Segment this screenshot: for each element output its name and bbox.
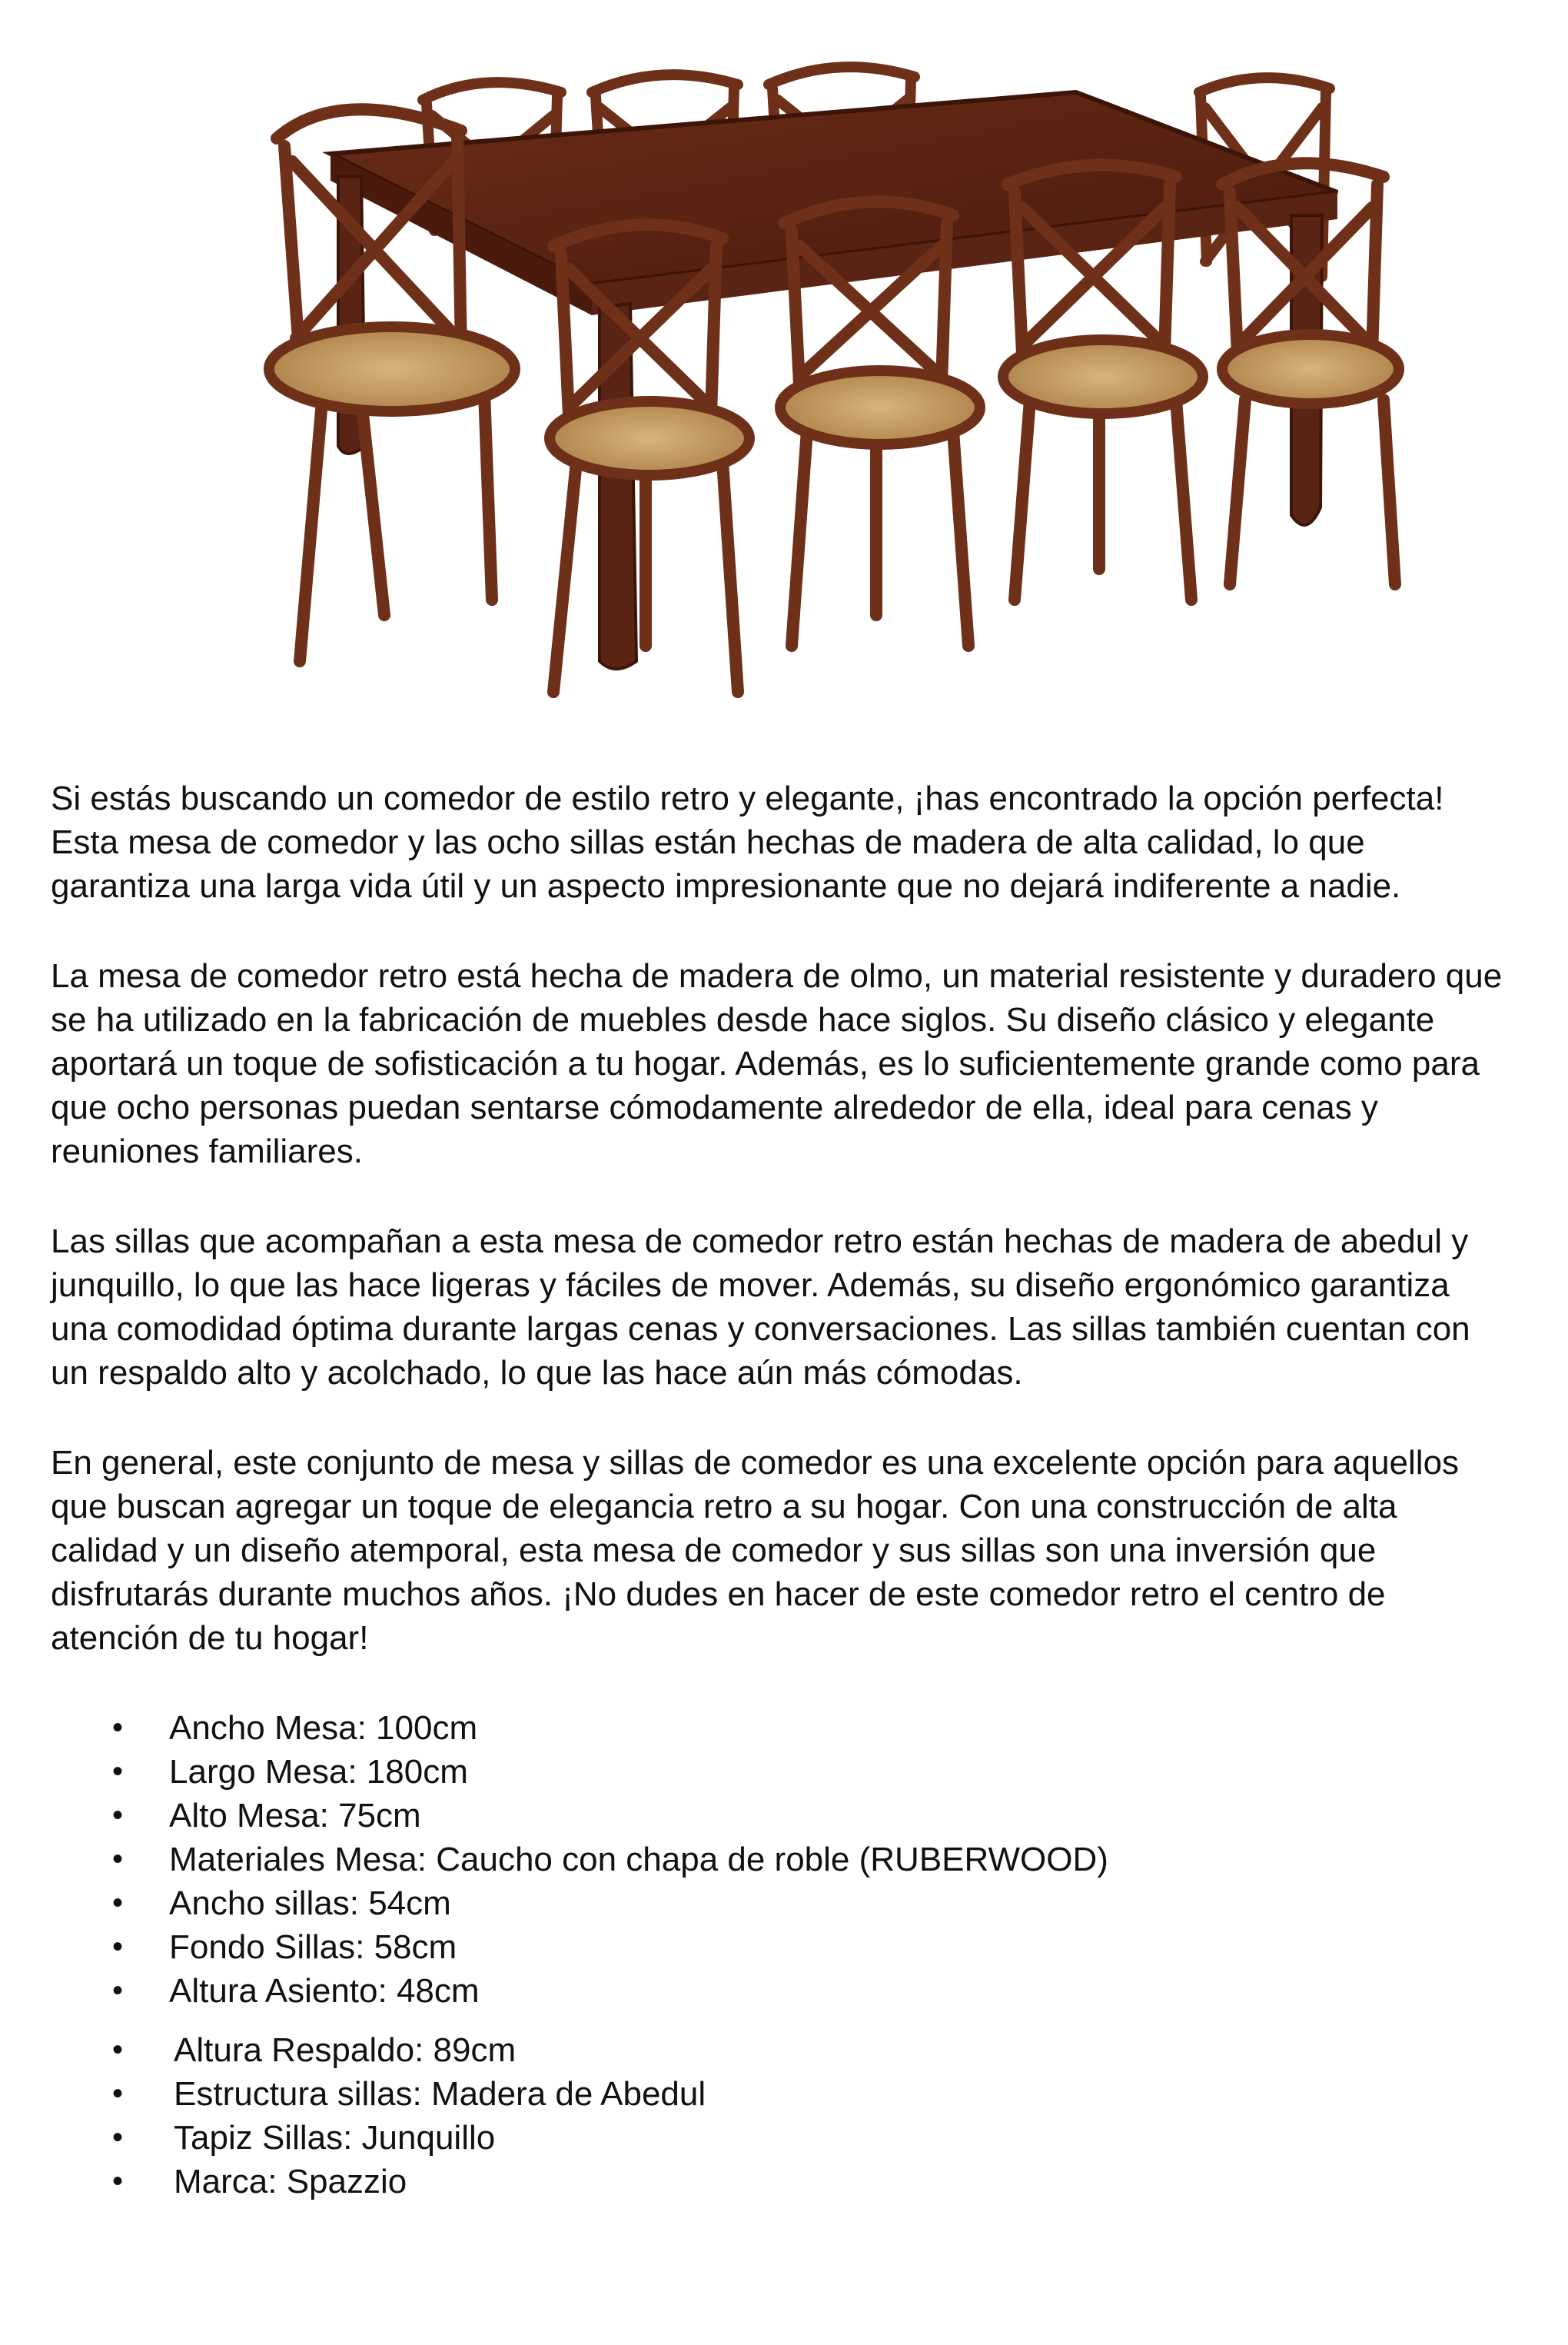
spec-item xyxy=(51,2072,1511,2116)
spec-text: Materiales Mesa: Caucho con chapa de roble (RUBERWOOD) xyxy=(169,1841,1108,1878)
spec-text: Ancho Mesa: 100cm xyxy=(169,1709,478,1747)
spec-list-secondary xyxy=(51,2028,1511,2204)
bullet-icon: • xyxy=(112,1842,124,1876)
spec-text: Altura Respaldo: 89cm xyxy=(174,2031,517,2069)
bullet-icon: • xyxy=(112,1974,124,2007)
spec-item xyxy=(51,1706,1511,1750)
spec-text: Marca: Spazzio xyxy=(174,2163,407,2200)
spec-item xyxy=(51,1794,1511,1838)
spec-item xyxy=(51,2028,1511,2072)
bullet-icon: • xyxy=(112,1711,124,1745)
description-paragraph: Las sillas que acompañan a esta mesa de comedor retro están hechas de madera de abedul y junquillo, lo que las hace ligeras y fáciles de mover. Además, su diseño ergonómico garantiza una comodidad óptima durante largas cenas y conversaciones. Las sillas también cuentan con un respaldo alto y acolchado, lo que las hace aún más cómodas. xyxy=(51,1222,1470,1392)
spec-item xyxy=(51,1925,1511,1969)
bullet-icon: • xyxy=(112,1755,124,1788)
spec-text: Largo Mesa: 180cm xyxy=(169,1753,468,1791)
product-description xyxy=(51,777,1511,2204)
bullet-icon: • xyxy=(112,2120,124,2154)
spec-item xyxy=(51,1838,1511,1881)
spec-text: Alto Mesa: 75cm xyxy=(169,1797,421,1834)
spec-list xyxy=(51,1706,1511,2013)
bullet-icon: • xyxy=(112,2077,124,2110)
bullet-icon: • xyxy=(112,1886,124,1920)
spec-item xyxy=(51,1750,1511,1794)
description-paragraph: Si estás buscando un comedor de estilo retro y elegante, ¡has encontrado la opción perfecta! Esta mesa de comedor y las ocho sillas están hechas de madera de alta calidad, lo que garantiza una larga vida útil y un aspecto impresionante que no dejará indiferente a nadie. xyxy=(51,780,1444,905)
description-paragraph: En general, este conjunto de mesa y sillas de comedor es una excelente opción para aquellos que buscan agregar un toque de elegancia retro a su hogar. Con una construcción de alta calidad y un diseño atemporal, esta mesa de comedor y sus sillas son una inversión que disfrutarás durante muchos años. ¡No dudes en hacer de este comedor retro el centro de atención de tu hogar! xyxy=(51,1444,1460,1657)
spec-item xyxy=(51,2116,1511,2160)
spec-text: Estructura sillas: Madera de Abedul xyxy=(174,2075,706,2113)
bullet-icon: • xyxy=(112,1930,124,1964)
bullet-icon: • xyxy=(112,2164,124,2198)
description-paragraph: La mesa de comedor retro está hecha de madera de olmo, un material resistente y duradero que se ha utilizado en la fabricación de muebles desde hace siglos. Su diseño clásico y elegante aportará un toque de sofisticación a tu hogar. Además, es lo suficientemente grande como para que ocho personas puedan sentarse cómodamente alrededor de ella, ideal para cenas y reuniones familiares. xyxy=(51,957,1503,1170)
bullet-icon: • xyxy=(112,1798,124,1832)
spec-item xyxy=(51,2160,1511,2204)
spec-item xyxy=(51,1969,1511,2013)
spec-text: Ancho sillas: 54cm xyxy=(169,1884,451,1922)
product-image xyxy=(231,31,1414,723)
bullet-icon: • xyxy=(112,2033,124,2067)
spec-text: Tapiz Sillas: Junquillo xyxy=(174,2119,496,2157)
spec-text: Fondo Sillas: 58cm xyxy=(169,1928,457,1966)
spec-item xyxy=(51,1881,1511,1925)
dining-set-illustration-icon xyxy=(231,31,1414,723)
spec-text: Altura Asiento: 48cm xyxy=(169,1972,480,2010)
